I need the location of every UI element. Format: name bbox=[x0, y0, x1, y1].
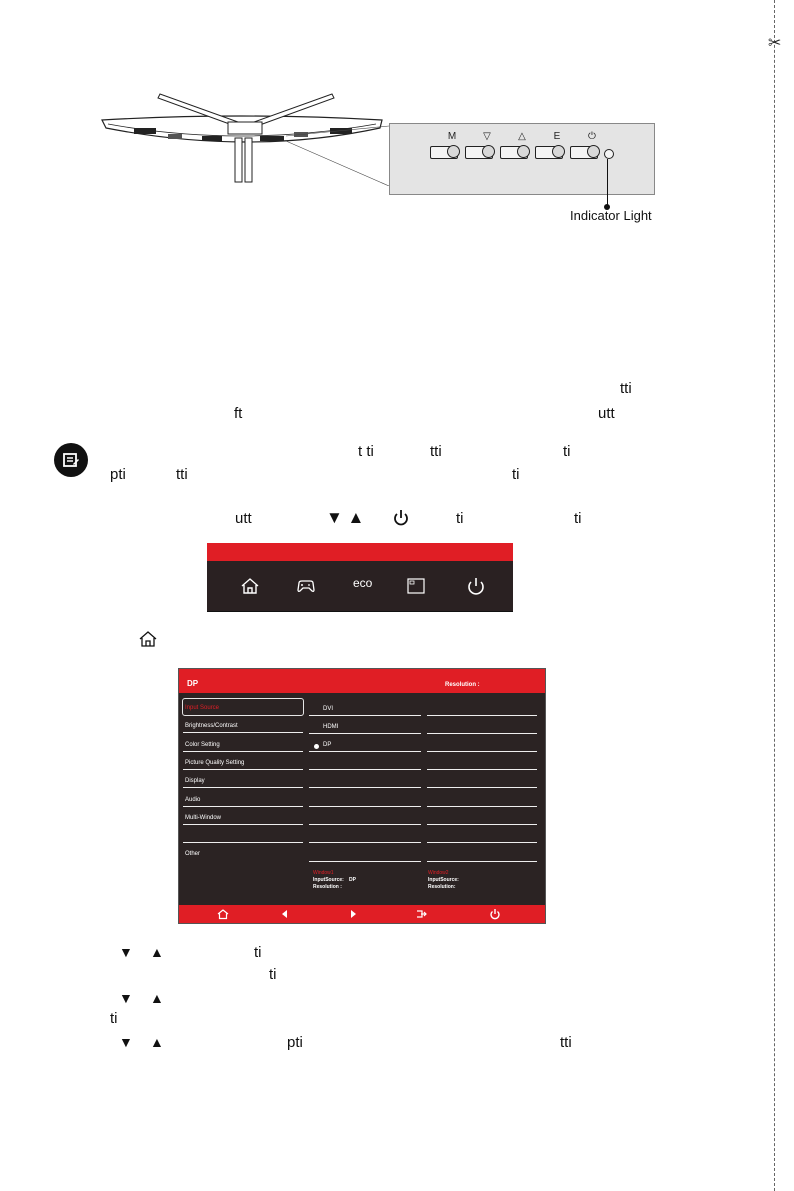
down-triangle-icon: ▼ bbox=[119, 944, 133, 960]
text-fragment: ti bbox=[254, 944, 262, 961]
down-up-triangle-icons: ▼ ▲ bbox=[326, 508, 365, 527]
control-panel-closeup bbox=[389, 123, 655, 195]
menu-item-color-setting[interactable]: Color Setting bbox=[185, 742, 220, 748]
power-button bbox=[570, 146, 598, 159]
column-divider bbox=[309, 715, 421, 716]
osd-main-menu bbox=[178, 668, 546, 924]
monitor-back-illustration bbox=[100, 86, 400, 186]
column-divider bbox=[309, 824, 421, 825]
osd-title: DP bbox=[187, 679, 199, 688]
power-icon bbox=[393, 509, 409, 527]
text-fragment: ti bbox=[563, 443, 571, 460]
picture-icon[interactable] bbox=[405, 575, 427, 597]
menu-item-input-source[interactable]: Input Source bbox=[185, 705, 220, 711]
indicator-pointer-line bbox=[607, 159, 608, 207]
text-fragment: tti bbox=[430, 443, 442, 460]
window2-label: Window2 bbox=[428, 870, 449, 876]
exit-icon: E bbox=[553, 131, 561, 142]
menu-divider bbox=[183, 824, 303, 825]
text-fragment: tti bbox=[176, 466, 188, 483]
window1-input-label: InputSource: bbox=[313, 877, 344, 883]
text-fragment: tti bbox=[620, 380, 632, 397]
home-icon[interactable] bbox=[217, 908, 229, 920]
column-divider bbox=[309, 769, 421, 770]
window1-input-value: DP bbox=[349, 877, 356, 883]
column-divider bbox=[427, 842, 537, 843]
menu-item-other[interactable]: Other bbox=[185, 851, 201, 857]
left-arrow-icon[interactable] bbox=[279, 908, 291, 920]
down-triangle-icon: ▼ bbox=[119, 990, 133, 1006]
menu-item-brightness-contrast[interactable]: Brightness/Contrast bbox=[185, 723, 238, 729]
column-divider bbox=[427, 861, 537, 862]
power-icon[interactable] bbox=[489, 908, 501, 920]
menu-divider bbox=[183, 732, 303, 733]
column-divider bbox=[427, 769, 537, 770]
indicator-light-label: Indicator Light bbox=[570, 208, 652, 223]
text-fragment: ti bbox=[512, 466, 520, 483]
gamepad-icon[interactable] bbox=[295, 575, 317, 597]
down-triangle-icon: ▼ bbox=[119, 1034, 133, 1050]
text-fragment: pti bbox=[110, 466, 126, 483]
column-divider bbox=[427, 787, 537, 788]
column-divider bbox=[427, 733, 537, 734]
down-triangle-icon: ▽ bbox=[483, 131, 491, 142]
text-fragment: utt bbox=[235, 510, 252, 527]
window1-resolution-label: Resolution : bbox=[313, 884, 342, 890]
indicator-light bbox=[604, 149, 614, 159]
shortcut-menu-bar bbox=[207, 543, 513, 612]
power-icon: ⏻ bbox=[588, 131, 596, 142]
menu-divider bbox=[183, 751, 303, 752]
source-option-dp[interactable]: DP bbox=[323, 742, 332, 748]
text-fragment: t ti bbox=[358, 443, 374, 460]
column-divider bbox=[309, 751, 421, 752]
osd-resolution-label: Resolution : bbox=[445, 682, 480, 688]
home-icon[interactable] bbox=[239, 575, 261, 597]
scissors-icon: ✂ bbox=[768, 35, 782, 52]
up-button bbox=[500, 146, 528, 159]
power-icon[interactable] bbox=[465, 575, 487, 597]
text-fragment: ti bbox=[269, 966, 277, 983]
column-divider bbox=[309, 787, 421, 788]
menu-divider bbox=[183, 806, 303, 807]
column-divider bbox=[427, 824, 537, 825]
window1-label: Window1 bbox=[313, 870, 334, 876]
home-icon bbox=[138, 629, 158, 649]
column-divider bbox=[427, 806, 537, 807]
text-fragment: utt bbox=[598, 405, 615, 422]
window2-input-label: InputSource: bbox=[428, 877, 459, 883]
osd-footer bbox=[179, 905, 545, 923]
osd-header bbox=[179, 669, 545, 693]
eco-icon[interactable]: eco bbox=[353, 576, 373, 590]
column-divider bbox=[427, 715, 537, 716]
right-arrow-icon[interactable] bbox=[347, 908, 359, 920]
exit-icon[interactable] bbox=[415, 908, 427, 920]
note-icon bbox=[54, 443, 88, 477]
up-triangle-icon: △ bbox=[518, 131, 526, 142]
column-divider bbox=[309, 842, 421, 843]
menu-divider bbox=[183, 769, 303, 770]
column-divider bbox=[309, 806, 421, 807]
text-fragment: tti bbox=[560, 1034, 572, 1051]
up-triangle-icon: ▲ bbox=[150, 1034, 164, 1050]
menu-icon: M bbox=[447, 131, 457, 142]
up-triangle-icon: ▲ bbox=[150, 944, 164, 960]
exit-button bbox=[535, 146, 563, 159]
menu-item-picture-quality-setting[interactable]: Picture Quality Setting bbox=[185, 760, 245, 766]
text-fragment: ft bbox=[234, 405, 243, 422]
cut-line bbox=[774, 0, 775, 1191]
menu-item-audio[interactable]: Audio bbox=[185, 797, 201, 803]
menu-divider bbox=[183, 842, 303, 843]
column-divider bbox=[309, 733, 421, 734]
text-fragment: ti bbox=[456, 510, 464, 527]
up-triangle-icon: ▲ bbox=[150, 990, 164, 1006]
selected-radio-icon bbox=[314, 744, 319, 749]
menu-item-display[interactable]: Display bbox=[185, 778, 205, 784]
source-option-hdmi[interactable]: HDMI bbox=[323, 724, 339, 730]
menu-divider bbox=[183, 787, 303, 788]
menu-item-multi-window[interactable]: Multi-Window bbox=[185, 815, 222, 821]
column-divider bbox=[427, 751, 537, 752]
source-option-dvi[interactable]: DVI bbox=[323, 706, 334, 712]
shortcut-header bbox=[207, 543, 513, 561]
text-fragment: ti bbox=[110, 1010, 118, 1027]
column-divider bbox=[309, 861, 421, 862]
text-fragment: pti bbox=[287, 1034, 303, 1051]
text-fragment: ti bbox=[574, 510, 582, 527]
menu-button bbox=[430, 146, 458, 159]
window2-resolution-label: Resolution: bbox=[428, 884, 456, 890]
down-button bbox=[465, 146, 493, 159]
